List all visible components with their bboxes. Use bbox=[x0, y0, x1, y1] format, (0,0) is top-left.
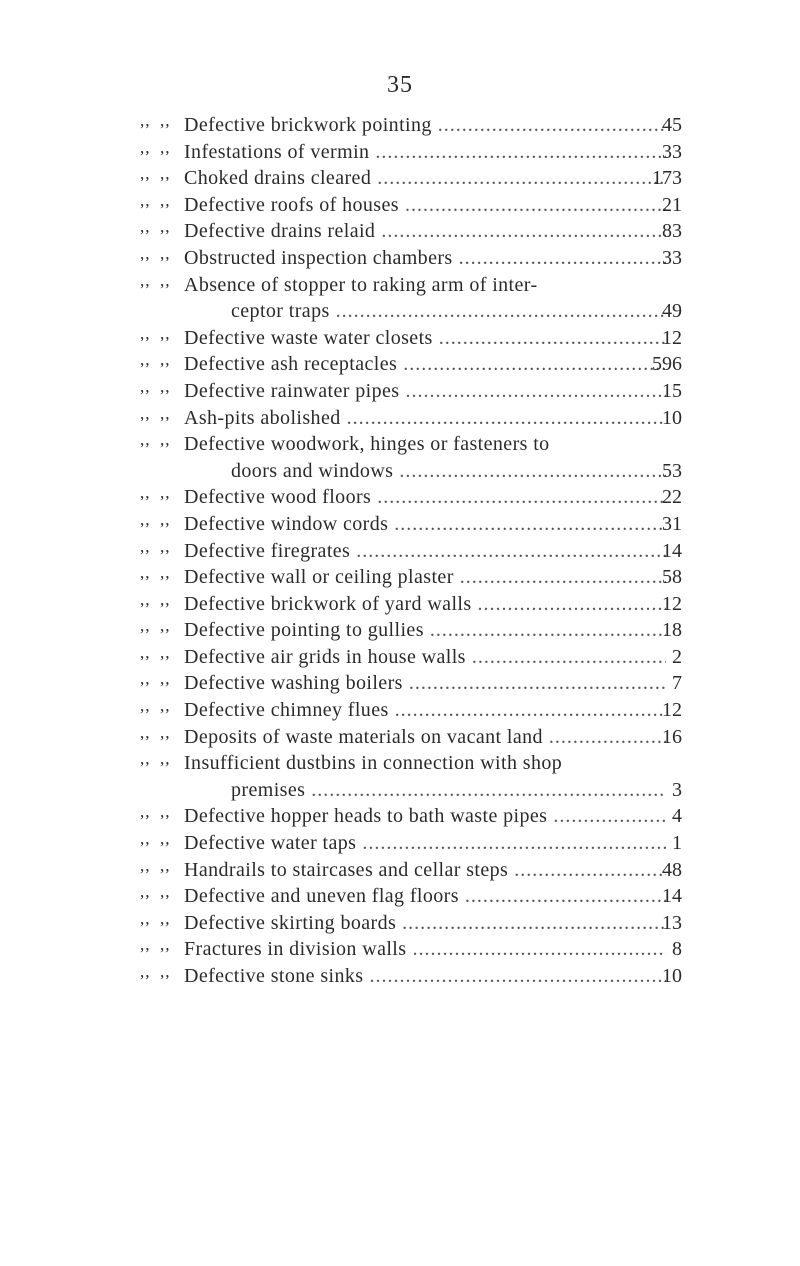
item-value: 14 bbox=[662, 539, 682, 562]
item-label: Defective stone sinks ..... bbox=[184, 963, 666, 990]
ditto-mark: ,, bbox=[140, 855, 151, 875]
page-number: 35 bbox=[387, 72, 413, 98]
ditto-mark: ,, bbox=[160, 217, 171, 237]
ditto-mark: ,, bbox=[140, 642, 151, 662]
ditto-mark: ,, bbox=[160, 749, 171, 769]
item-value: 58 bbox=[662, 566, 682, 589]
item-value: 4 bbox=[672, 805, 682, 828]
item-label: Defective waste water closets ..... bbox=[184, 325, 666, 352]
list-item bbox=[0, 112, 800, 139]
list-item-continuation bbox=[0, 458, 800, 485]
ditto-mark: ,, bbox=[140, 403, 151, 423]
ditto-mark: ,, bbox=[140, 137, 151, 157]
item-value: 7 bbox=[672, 672, 682, 695]
ditto-mark: ,, bbox=[140, 111, 151, 130]
item-value: 33 bbox=[662, 246, 682, 269]
ditto-mark: ,, bbox=[160, 616, 171, 636]
list-item bbox=[0, 803, 800, 830]
list-item bbox=[0, 644, 800, 671]
list-item bbox=[0, 484, 800, 511]
list-item bbox=[0, 724, 800, 751]
list-item bbox=[0, 431, 800, 458]
item-label: Defective washing boilers ..... bbox=[184, 670, 666, 697]
ditto-mark: ,, bbox=[140, 563, 151, 583]
list-item bbox=[0, 883, 800, 910]
ditto-mark: ,, bbox=[140, 829, 151, 849]
list-item bbox=[0, 750, 800, 777]
ditto-mark: ,, bbox=[160, 350, 171, 370]
list-item bbox=[0, 857, 800, 884]
list-item bbox=[0, 670, 800, 697]
item-value: 596 bbox=[652, 353, 682, 376]
item-label: Defective wood floors ..... bbox=[184, 484, 666, 511]
item-label: Obstructed inspection chambers ..... bbox=[184, 245, 666, 272]
list-item bbox=[0, 617, 800, 644]
item-value: 16 bbox=[662, 725, 682, 748]
ditto-mark: ,, bbox=[160, 137, 171, 157]
item-value: 12 bbox=[662, 699, 682, 722]
item-value: 3 bbox=[672, 778, 682, 801]
item-value: 21 bbox=[662, 193, 682, 216]
list-item bbox=[0, 165, 800, 192]
item-value: 8 bbox=[672, 938, 682, 961]
list-item bbox=[0, 245, 800, 272]
item-label: Absence of stopper to raking arm of inter- bbox=[184, 273, 538, 296]
item-label: Defective ash receptacles ..... bbox=[184, 351, 666, 378]
ditto-mark: ,, bbox=[140, 350, 151, 370]
ditto-mark: ,, bbox=[160, 509, 171, 529]
ditto-mark: ,, bbox=[140, 962, 151, 981]
ditto-mark: ,, bbox=[140, 270, 151, 290]
ditto-mark: ,, bbox=[140, 430, 151, 450]
ditto-mark: ,, bbox=[160, 430, 171, 450]
item-label: Defective woodwork, hinges or fasteners to bbox=[184, 433, 550, 456]
ditto-mark: ,, bbox=[160, 935, 171, 955]
ditto-mark: ,, bbox=[160, 908, 171, 928]
item-label: Handrails to staircases and cellar steps ..... bbox=[184, 857, 666, 884]
ditto-mark: ,, bbox=[160, 323, 171, 343]
ditto-mark: ,, bbox=[140, 164, 151, 184]
item-label: Defective air grids in house walls ..... bbox=[184, 644, 666, 671]
list-item-continuation bbox=[0, 777, 800, 804]
list-item bbox=[0, 405, 800, 432]
item-label: Defective brickwork of yard walls ..... bbox=[184, 591, 666, 618]
item-value: 10 bbox=[662, 965, 682, 987]
list-item bbox=[0, 139, 800, 166]
item-label: Defective hopper heads to bath waste pipes ..... bbox=[184, 803, 666, 830]
item-value: 83 bbox=[662, 220, 682, 243]
item-label: Defective rainwater pipes ..... bbox=[184, 378, 666, 405]
ditto-mark: ,, bbox=[160, 696, 171, 716]
item-label: Defective brickwork pointing ..... bbox=[184, 112, 666, 139]
item-label: Fractures in division walls ..... bbox=[184, 936, 666, 963]
ditto-mark: ,, bbox=[160, 483, 171, 503]
item-value: 10 bbox=[662, 406, 682, 429]
item-value: 173 bbox=[652, 167, 682, 190]
item-value: 13 bbox=[662, 911, 682, 934]
list-item bbox=[0, 511, 800, 538]
item-label: Deposits of waste materials on vacant land ..... bbox=[184, 724, 666, 751]
ditto-mark: ,, bbox=[140, 483, 151, 503]
list-item bbox=[0, 218, 800, 245]
ditto-mark: ,, bbox=[160, 536, 171, 556]
ditto-mark: ,, bbox=[140, 722, 151, 742]
ditto-mark: ,, bbox=[160, 164, 171, 184]
list-item bbox=[0, 564, 800, 591]
item-value: 18 bbox=[662, 619, 682, 642]
item-value: 45 bbox=[662, 114, 682, 136]
ditto-mark: ,, bbox=[140, 536, 151, 556]
ditto-mark: ,, bbox=[140, 935, 151, 955]
ditto-mark: ,, bbox=[160, 855, 171, 875]
item-label: Ash-pits abolished ..... bbox=[184, 405, 666, 432]
ditto-mark: ,, bbox=[160, 642, 171, 662]
ditto-mark: ,, bbox=[160, 589, 171, 609]
list-item bbox=[0, 192, 800, 219]
ditto-mark: ,, bbox=[140, 749, 151, 769]
ditto-mark: ,, bbox=[160, 376, 171, 396]
ditto-mark: ,, bbox=[140, 616, 151, 636]
item-value: 15 bbox=[662, 379, 682, 402]
ditto-mark: ,, bbox=[140, 669, 151, 689]
item-value: 48 bbox=[662, 858, 682, 881]
list-item bbox=[0, 936, 800, 963]
ditto-mark: ,, bbox=[160, 962, 171, 981]
ditto-mark: ,, bbox=[140, 882, 151, 902]
ditto-mark: ,, bbox=[140, 908, 151, 928]
item-value: 31 bbox=[662, 512, 682, 535]
defects-list bbox=[0, 112, 800, 990]
ditto-mark: ,, bbox=[160, 563, 171, 583]
item-label: Defective drains relaid ..... bbox=[184, 218, 666, 245]
list-item bbox=[0, 591, 800, 618]
list-item bbox=[0, 272, 800, 299]
ditto-mark: ,, bbox=[160, 669, 171, 689]
ditto-mark: ,, bbox=[160, 111, 171, 130]
ditto-mark: ,, bbox=[140, 509, 151, 529]
item-label: Defective chimney flues ..... bbox=[184, 697, 666, 724]
item-value: 22 bbox=[662, 486, 682, 509]
ditto-mark: ,, bbox=[140, 217, 151, 237]
list-item bbox=[0, 378, 800, 405]
list-item-continuation bbox=[0, 298, 800, 325]
ditto-mark: ,, bbox=[140, 696, 151, 716]
item-value: 33 bbox=[662, 140, 682, 163]
ditto-mark: ,, bbox=[160, 722, 171, 742]
item-label-continuation: doors and windows ..... bbox=[231, 458, 666, 485]
item-value: 14 bbox=[662, 885, 682, 908]
ditto-mark: ,, bbox=[140, 190, 151, 210]
ditto-mark: ,, bbox=[160, 270, 171, 290]
ditto-mark: ,, bbox=[140, 589, 151, 609]
list-item bbox=[0, 910, 800, 937]
item-label-continuation: premises ..... bbox=[231, 777, 666, 804]
item-label: Infestations of vermin ..... bbox=[184, 139, 666, 166]
item-value: 12 bbox=[662, 592, 682, 615]
item-value: 49 bbox=[662, 300, 682, 323]
item-value: 12 bbox=[662, 326, 682, 349]
item-value: 2 bbox=[672, 645, 682, 668]
item-label: Defective and uneven flag floors ..... bbox=[184, 883, 666, 910]
ditto-mark: ,, bbox=[160, 190, 171, 210]
ditto-mark: ,, bbox=[160, 829, 171, 849]
list-item bbox=[0, 830, 800, 857]
item-label: Defective roofs of houses ..... bbox=[184, 192, 666, 219]
list-item bbox=[0, 538, 800, 565]
item-label: Insufficient dustbins in connection with shop bbox=[184, 752, 563, 775]
list-item bbox=[0, 325, 800, 352]
item-label: Choked drains cleared ..... bbox=[184, 165, 666, 192]
item-label: Defective wall or ceiling plaster ..... bbox=[184, 564, 666, 591]
item-label: Defective skirting boards ..... bbox=[184, 910, 666, 937]
ditto-mark: ,, bbox=[160, 882, 171, 902]
item-label: Defective firegrates ..... bbox=[184, 538, 666, 565]
list-item bbox=[0, 351, 800, 378]
item-label-continuation: ceptor traps ..... bbox=[231, 298, 666, 325]
item-label: Defective water taps ..... bbox=[184, 830, 666, 857]
list-item bbox=[0, 963, 800, 990]
item-label: Defective window cords ..... bbox=[184, 511, 666, 538]
ditto-mark: ,, bbox=[140, 243, 151, 263]
ditto-mark: ,, bbox=[140, 376, 151, 396]
ditto-mark: ,, bbox=[160, 403, 171, 423]
item-value: 53 bbox=[662, 459, 682, 482]
ditto-mark: ,, bbox=[140, 323, 151, 343]
item-value: 1 bbox=[672, 832, 682, 855]
ditto-mark: ,, bbox=[160, 802, 171, 822]
ditto-mark: ,, bbox=[140, 802, 151, 822]
list-item bbox=[0, 697, 800, 724]
ditto-mark: ,, bbox=[160, 243, 171, 263]
item-label: Defective pointing to gullies ..... bbox=[184, 617, 666, 644]
